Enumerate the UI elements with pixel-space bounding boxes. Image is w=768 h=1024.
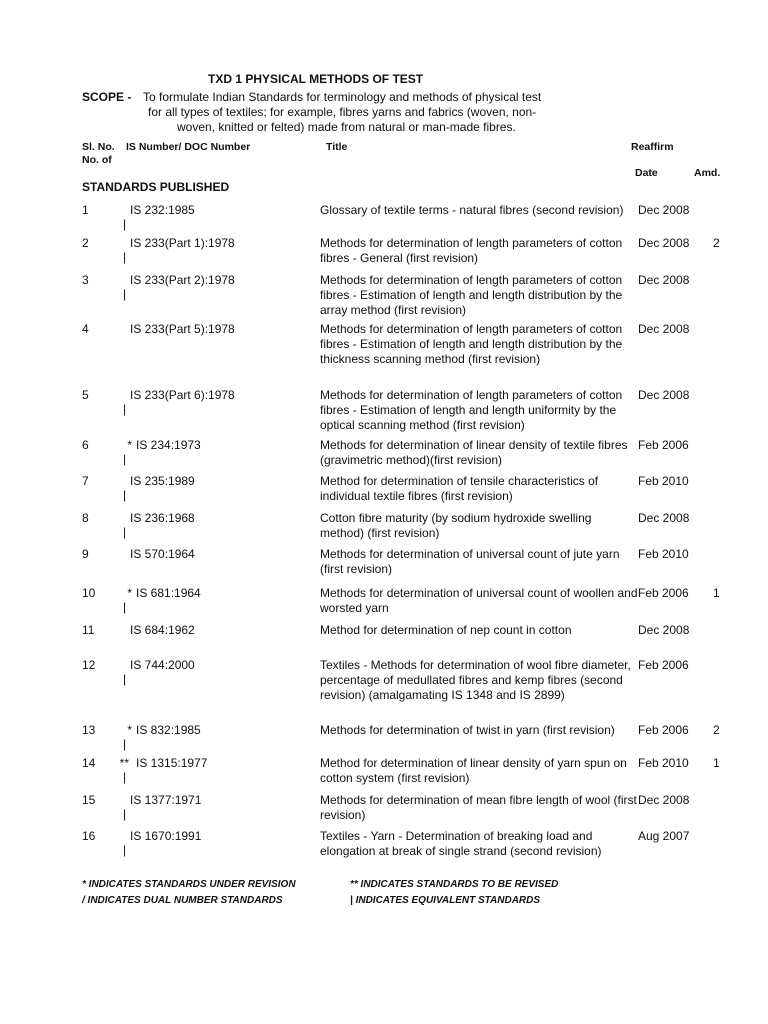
reaffirm-date: Feb 2006 [638,723,689,737]
is-number: IS 832:1985 [136,723,201,737]
equivalent-mark: | [123,737,127,751]
standard-title: Method for determination of tensile characteristics of individual textile fibres (first revision) [320,474,599,503]
is-number: IS 235:1989 [130,474,195,488]
amendment-count: 2 [713,236,720,250]
row-number: 13 [82,723,96,737]
section-heading: STANDARDS PUBLISHED [82,180,230,194]
column-header-reaffirm: Reaffirm [631,141,674,153]
reaffirm-date: Dec 2008 [638,203,690,217]
equivalent-mark: | [123,402,127,416]
footnote-dual-number: / INDICATES DUAL NUMBER STANDARDS [82,895,283,906]
reaffirm-date: Dec 2008 [638,793,690,807]
row-number: 2 [82,236,89,250]
column-header-amd: Amd. [694,167,721,179]
equivalent-mark: | [123,843,127,857]
is-number: IS 1670:1991 [130,829,202,843]
standard-title: Methods for determination of linear density of textile fibres (gravimetric method)(first revision) [320,438,628,467]
equivalent-mark: | [123,217,127,231]
reaffirm-date: Aug 2007 [638,829,690,843]
reaffirm-date: Feb 2010 [638,756,689,770]
reaffirm-date: Feb 2006 [638,658,689,672]
is-number: IS 570:1964 [130,547,195,561]
is-number: IS 1315:1977 [136,756,208,770]
row-number: 4 [82,322,89,336]
column-header-title: Title [326,141,348,153]
is-number: IS 684:1962 [130,623,195,637]
standard-title: Textiles - Methods for determination of wool fibre diameter, percentage of medullated fibres and kemp fibres (second revision) (amalgamating IS 1348 and IS 2899) [320,658,631,702]
row-number: 16 [82,829,96,843]
standard-title: Glossary of textile terms - natural fibres (second revision) [320,203,624,217]
row-number: 6 [82,438,89,452]
standard-title: Cotton fibre maturity (by sodium hydroxide swelling method) (first revision) [320,511,592,540]
scope-line: To formulate Indian Standards for terminology and methods of physical test [143,90,542,104]
standard-title: Method for determination of nep count in cotton [320,623,572,637]
is-number: IS 232:1985 [130,203,195,217]
standard-title: Methods for determination of length parameters of cotton fibres - Estimation of length and length distribution by the thickness scanning method (first revision) [320,322,623,366]
standard-title: Methods for determination of length parameters of cotton fibres - Estimation of length and length uniformity by the optical scanning method (first revision) [320,388,623,432]
standard-title: Methods for determination of length parameters of cotton fibres - General (first revision) [320,236,623,265]
row-number: 7 [82,474,89,488]
standard-title: Methods for determination of universal count of jute yarn (first revision) [320,547,620,576]
is-number: IS 234:1973 [136,438,201,452]
page-title: TXD 1 PHYSICAL METHODS OF TEST [208,72,424,86]
revision-mark: * [127,586,132,600]
footnote-under-revision: * INDICATES STANDARDS UNDER REVISION [82,879,296,890]
row-number: 10 [82,586,96,600]
standard-title: Methods for determination of universal count of woollen and worsted yarn [320,586,638,615]
is-number: IS 233(Part 2):1978 [130,273,235,287]
is-number: IS 233(Part 5):1978 [130,322,235,336]
amendment-count: 1 [713,586,720,600]
row-number: 1 [82,203,89,217]
scope-line: woven, knitted or felted) made from natural or man-made fibres. [177,120,516,134]
equivalent-mark: | [123,770,127,784]
standard-title: Methods for determination of mean fibre length of wool (first revision) [320,793,637,822]
equivalent-mark: | [123,807,127,821]
column-header-no-of: No. of [82,154,112,166]
revision-mark: * [127,723,132,737]
standard-title: Method for determination of linear density of yarn spun on cotton system (first revision) [320,756,627,785]
column-header-is-number: IS Number/ DOC Number [126,141,251,153]
is-number: IS 233(Part 6):1978 [130,388,235,402]
reaffirm-date: Feb 2006 [638,586,689,600]
row-number: 3 [82,273,89,287]
reaffirm-date: Dec 2008 [638,273,690,287]
is-number: IS 1377:1971 [130,793,202,807]
is-number: IS 236:1968 [130,511,195,525]
row-number: 9 [82,547,89,561]
scope-label: SCOPE - [82,90,132,104]
column-header-date: Date [635,167,658,179]
equivalent-mark: | [123,600,127,614]
standard-title: Methods for determination of twist in yarn (first revision) [320,723,615,737]
amendment-count: 1 [713,756,720,770]
row-number: 8 [82,511,89,525]
footnote-equivalent: | INDICATES EQUIVALENT STANDARDS [350,895,541,906]
reaffirm-date: Dec 2008 [638,388,690,402]
equivalent-mark: | [123,287,127,301]
is-number: IS 233(Part 1):1978 [130,236,235,250]
row-number: 15 [82,793,96,807]
equivalent-mark: | [123,250,127,264]
equivalent-mark: | [123,488,127,502]
is-number: IS 681:1964 [136,586,201,600]
standard-title: Methods for determination of length parameters of cotton fibres - Estimation of length and length distribution by the array method (first revision) [320,273,623,317]
equivalent-mark: | [123,525,127,539]
reaffirm-date: Dec 2008 [638,511,690,525]
reaffirm-date: Feb 2010 [638,474,689,488]
is-number: IS 744:2000 [130,658,195,672]
row-number: 5 [82,388,89,402]
footnote-to-be-revised: ** INDICATES STANDARDS TO BE REVISED [350,879,559,890]
equivalent-mark: | [123,672,127,686]
row-number: 11 [82,623,95,637]
reaffirm-date: Dec 2008 [638,236,690,250]
reaffirm-date: Feb 2010 [638,547,689,561]
row-number: 12 [82,658,96,672]
revision-mark: * [127,438,132,452]
scope-line: for all types of textiles; for example, fibres yarns and fabrics (woven, non- [148,105,537,119]
row-number: 14 [82,756,96,770]
reaffirm-date: Dec 2008 [638,623,690,637]
reaffirm-date: Feb 2006 [638,438,689,452]
amendment-count: 2 [713,723,720,737]
standard-title: Textiles - Yarn - Determination of breaking load and elongation at break of single strand (second revision) [320,829,602,858]
reaffirm-date: Dec 2008 [638,322,690,336]
column-header-sl-no: Sl. No. [82,141,115,153]
revision-mark: ** [119,756,129,770]
equivalent-mark: | [123,452,127,466]
